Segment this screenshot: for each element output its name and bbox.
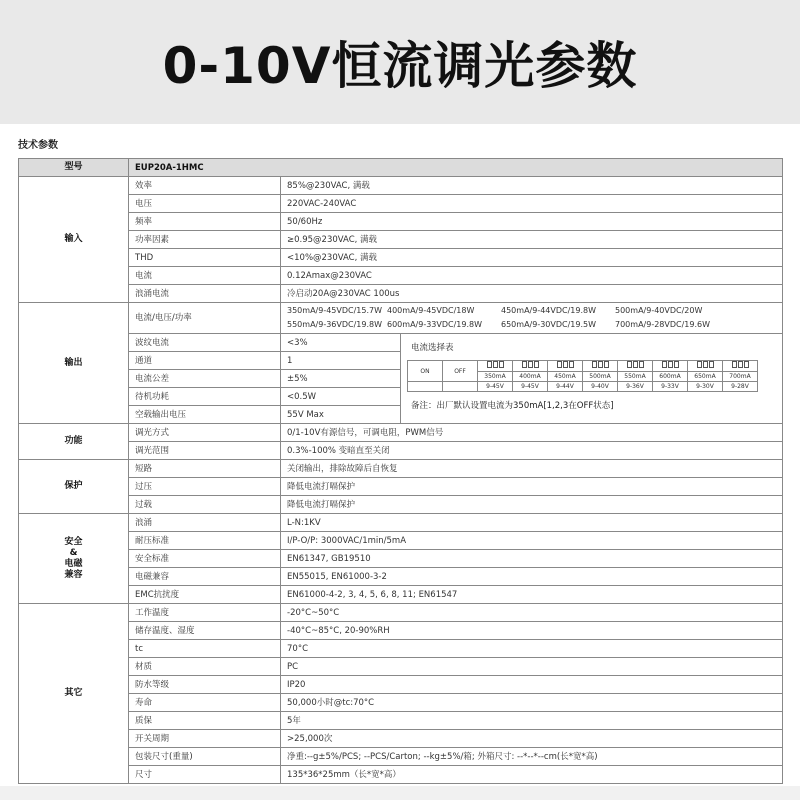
power-option: 450mA/9-44VDC/19.8W [501,306,597,315]
selector-voltage: 9-40V [583,382,618,392]
param-value: 0.3%-100% 变暗直至关闭 [281,442,783,460]
selector-current: 400mA [513,372,548,382]
input-row [19,213,783,231]
param-value: EN61000-4-2, 3, 4, 5, 6, 8, 11; EN61547 [281,586,783,604]
power-options-cell [281,303,783,334]
param-name: 质保 [129,712,281,730]
param-name: 短路 [129,460,281,478]
param-value: 50/60Hz [281,213,783,231]
param-name: 包装尺寸(重量) [129,748,281,766]
dip-switch-icon [513,361,548,372]
current-selector-panel [401,334,783,424]
power-option: 550mA/9-36VDC/19.8W [287,320,383,329]
selector-current: 600mA [653,372,688,382]
safety-row [19,532,783,550]
param-name: 电压 [129,195,281,213]
safety-row [19,568,783,586]
input-row [19,195,783,213]
param-name: 寿命 [129,694,281,712]
other-row [19,622,783,640]
section-title: 技术参数 [18,140,58,151]
param-name: 调光方式 [129,424,281,442]
protection-row [19,496,783,514]
selector-voltage: 9-30V [688,382,723,392]
selector-voltage: 9-44V [548,382,583,392]
selector-current: 550mA [618,372,653,382]
other-row [19,730,783,748]
other-row [19,694,783,712]
other-group-label: 其它 [19,604,129,784]
input-group-label: 输入 [19,177,129,303]
input-row [19,177,783,195]
param-name: THD [129,249,281,267]
model-label: 型号 [19,159,129,177]
selector-spacer [443,382,478,392]
selector-voltage: 9-28V [723,382,758,392]
dip-switch-icon [688,361,723,372]
output-row [19,334,783,352]
power-options-grid [287,305,776,331]
dip-switch-icon [653,361,688,372]
param-name: EMC抗扰度 [129,586,281,604]
selector-current: 500mA [583,372,618,382]
selector-current: 450mA [548,372,583,382]
param-value: 70°C [281,640,783,658]
off-label: OFF [443,361,478,382]
param-name: 电磁兼容 [129,568,281,586]
param-value: >25,000次 [281,730,783,748]
param-value: 降低电流打嗝保护 [281,478,783,496]
power-option: 500mA/9-40VDC/20W [615,306,703,315]
selector-title: 电流选择表 [411,343,454,353]
other-row [19,676,783,694]
param-value: 关闭输出，排除故障后自恢复 [281,460,783,478]
dip-switch-icon [478,361,513,372]
power-option: 600mA/9-33VDC/19.8W [387,320,483,329]
param-name: 空载输出电压 [129,406,281,424]
power-option: 650mA/9-30VDC/19.5W [501,320,597,329]
input-row [19,231,783,249]
param-value: -20°C~50°C [281,604,783,622]
param-name: 储存温度、湿度 [129,622,281,640]
param-value: IP20 [281,676,783,694]
param-value: 冷启动20A@230VAC 100us [281,285,783,303]
other-row [19,748,783,766]
dip-switch-icon [548,361,583,372]
safety-group-label: 安全 & 电磁 兼容 [19,514,129,604]
param-name: 材质 [129,658,281,676]
protection-group-label: 保护 [19,460,129,514]
other-row [19,712,783,730]
other-row [19,766,783,784]
dip-switch-icon [723,361,758,372]
param-name: 开关周期 [129,730,281,748]
selector-voltage: 9-45V [513,382,548,392]
param-value: 净重:--g±5%/PCS; --PCS/Carton; --kg±5%/箱; 外箱尺寸: --*--*--cm(长*宽*高) [281,748,783,766]
param-name: 待机功耗 [129,388,281,406]
param-name: 通道 [129,352,281,370]
param-name: 波纹电流 [129,334,281,352]
param-name: 电流公差 [129,370,281,388]
power-option: 350mA/9-45VDC/15.7W [287,306,383,315]
param-name: 效率 [129,177,281,195]
param-name: 浪涌 [129,514,281,532]
selector-note: 备注：出厂默认设置电流为350mA[1,2,3在OFF状态] [411,401,614,411]
param-value: ±5% [281,370,401,388]
param-value: <10%@230VAC, 满载 [281,249,783,267]
selector-current: 650mA [688,372,723,382]
param-name: tc [129,640,281,658]
output-row [19,303,783,334]
other-row [19,640,783,658]
power-option: 400mA/9-45VDC/18W [387,306,475,315]
safety-row [19,586,783,604]
param-name: 过压 [129,478,281,496]
safety-row [19,514,783,532]
param-value: <3% [281,334,401,352]
model-value: EUP20A-1HMC [129,159,783,177]
protection-row [19,478,783,496]
input-row [19,249,783,267]
param-value: 0/1-10V有源信号，可调电阻，PWM信号 [281,424,783,442]
param-value: 1 [281,352,401,370]
banner-title: 0-10V恒流调光参数 [162,37,638,95]
selector-current: 350mA [478,372,513,382]
param-name: 尺寸 [129,766,281,784]
power-option: 700mA/9-28VDC/19.6W [615,320,711,329]
param-name: 防水等级 [129,676,281,694]
param-value: ≥0.95@230VAC, 满载 [281,231,783,249]
param-name: 电流/电压/功率 [129,303,281,334]
function-row [19,424,783,442]
param-name: 功率因素 [129,231,281,249]
input-row [19,285,783,303]
param-name: 频率 [129,213,281,231]
param-name: 工作温度 [129,604,281,622]
dip-switch-icon [583,361,618,372]
input-row [19,267,783,285]
selector-current: 700mA [723,372,758,382]
param-value: I/P-O/P: 3000VAC/1min/5mA [281,532,783,550]
selector-voltage: 9-33V [653,382,688,392]
param-value: 135*36*25mm（长*宽*高） [281,766,783,784]
protection-row [19,460,783,478]
param-value: 50,000小时@tc:70°C [281,694,783,712]
spec-table [18,158,783,784]
bottom-strip [0,786,800,800]
param-value: L-N:1KV [281,514,783,532]
param-value: 降低电流打嗝保护 [281,496,783,514]
selector-spacer [408,382,443,392]
other-row [19,604,783,622]
on-label: ON [408,361,443,382]
current-selector-table [407,360,758,392]
param-value: 0.12Amax@230VAC [281,267,783,285]
param-value: 220VAC-240VAC [281,195,783,213]
param-value: 85%@230VAC, 满载 [281,177,783,195]
output-group-label: 输出 [19,303,129,424]
selector-voltage: 9-45V [478,382,513,392]
param-name: 耐压标准 [129,532,281,550]
param-value: 5年 [281,712,783,730]
param-value: PC [281,658,783,676]
dip-switch-icon [618,361,653,372]
param-name: 电流 [129,267,281,285]
title-banner [0,0,800,124]
other-row [19,658,783,676]
param-value: EN61347, GB19510 [281,550,783,568]
function-row [19,442,783,460]
param-value: -40°C~85°C, 20-90%RH [281,622,783,640]
safety-row [19,550,783,568]
param-value: EN55015, EN61000-3-2 [281,568,783,586]
param-name: 过载 [129,496,281,514]
function-group-label: 功能 [19,424,129,460]
param-value: <0.5W [281,388,401,406]
param-value: 55V Max [281,406,401,424]
param-name: 浪涌电流 [129,285,281,303]
param-name: 调光范围 [129,442,281,460]
selector-voltage: 9-36V [618,382,653,392]
param-name: 安全标准 [129,550,281,568]
